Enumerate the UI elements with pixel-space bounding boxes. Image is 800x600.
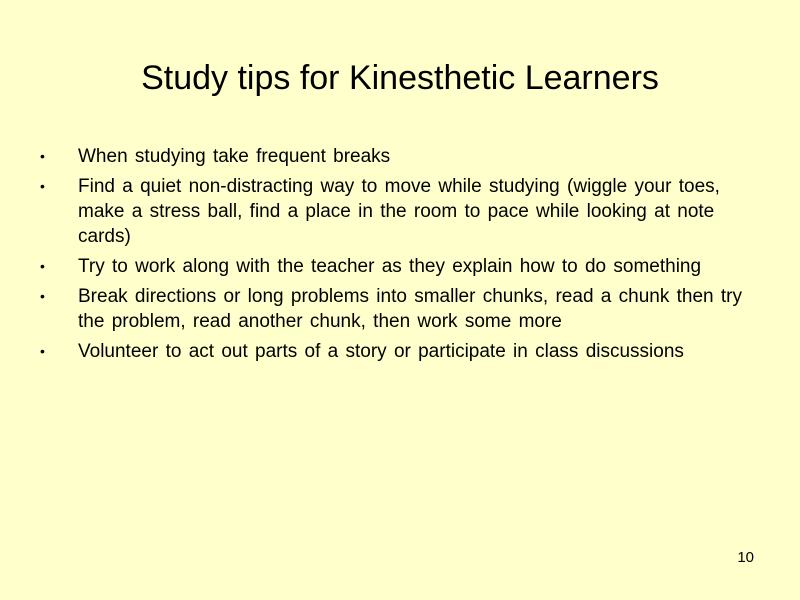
- bullet-list: [40, 144, 760, 369]
- bullet-text: Try to work along with the teacher as they explain how to do something: [78, 256, 702, 277]
- slide-title: Study tips for Kinesthetic Learners: [141, 59, 659, 97]
- bullet-icon: •: [40, 288, 45, 304]
- list-item: [40, 144, 760, 169]
- bullet-icon: •: [40, 148, 45, 164]
- page-number: 10: [737, 549, 754, 566]
- bullet-text: Volunteer to act out parts of a story or participate in class discussions: [78, 341, 684, 362]
- list-item: [40, 339, 760, 364]
- list-item: [40, 284, 760, 334]
- bullet-icon: •: [40, 343, 45, 359]
- bullet-icon: •: [40, 258, 45, 274]
- list-item: [40, 254, 760, 279]
- bullet-text: Find a quiet non-distracting way to move while studying (wiggle your toes, make a stress ball, find a place in the room to pace while looking at note cards): [78, 176, 720, 247]
- list-item: [40, 174, 760, 249]
- bullet-text: When studying take frequent breaks: [78, 146, 391, 167]
- bullet-icon: •: [40, 178, 45, 194]
- bullet-text: Break directions or long problems into smaller chunks, read a chunk then try the problem, read another chunk, then work some more: [78, 286, 742, 332]
